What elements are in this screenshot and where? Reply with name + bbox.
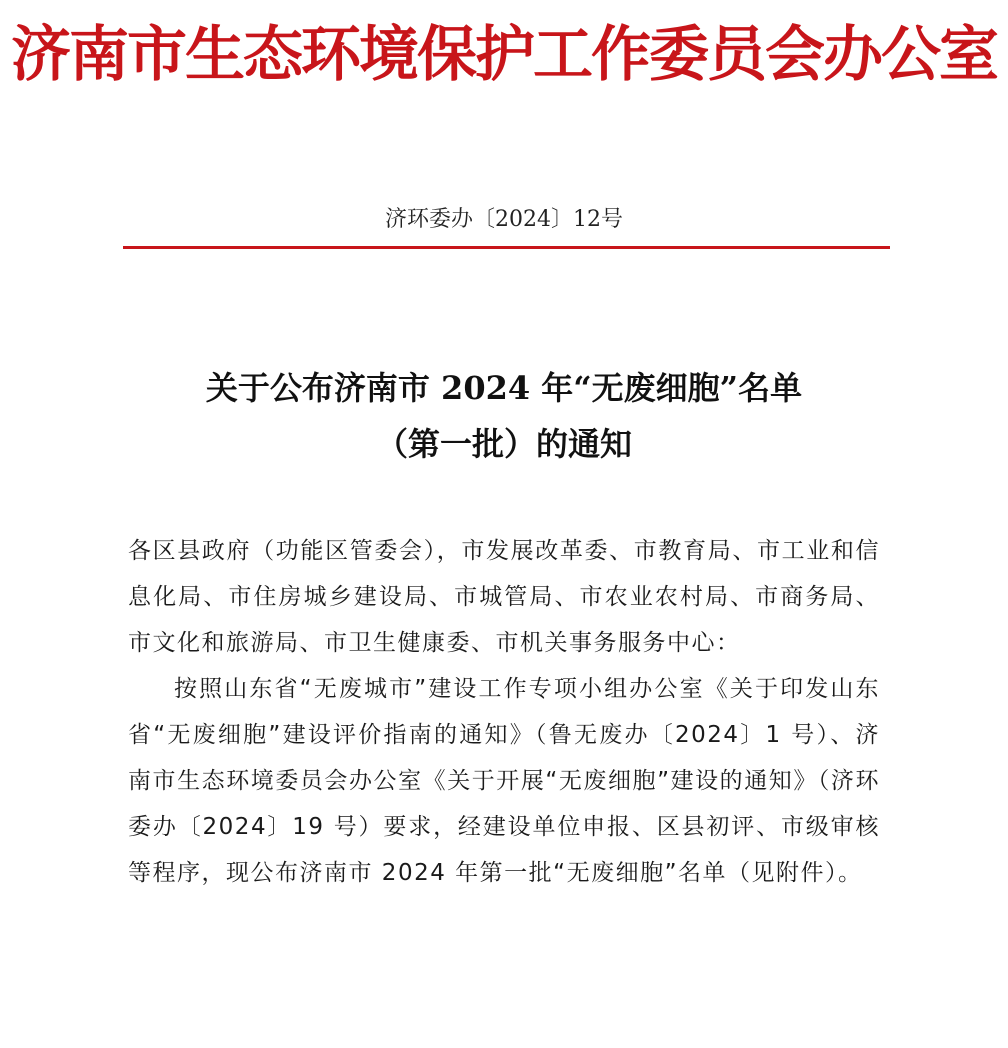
salutation-paragraph: 各区县政府（功能区管委会），市发展改革委、市教育局、市工业和信息化局、市住房城乡建设局、市城管局、市农业农村局、市商务局、市文化和旅游局、市卫生健康委、市机关事务服务中心： [128,538,880,656]
document-title [0,360,1008,472]
title-line-1: 关于公布济南市 2024 年“无废细胞”名单 [205,369,803,407]
body-paragraph-1: 按照山东省“无废城市”建设工作专项小组办公室《关于印发山东省“无废细胞”建设评价指南的通知》（鲁无废办〔2024〕1 号）、济南市生态环境委员会办公室《关于开展“无废细胞”建设的通知》（济环委办〔2024〕19 号）要求，经建设单位申报、区县初评、市级审核等程序，现公布济南市 2024 年第一批“无废细胞”名单（见附件）。 [128,676,880,886]
document-body [128,528,880,896]
title-line-2: （第一批）的通知 [375,425,632,463]
document-number: 济环委办〔2024〕12号 [385,207,623,232]
issuing-organization-header: 济南市生态环境保护工作委员会办公室 [11,20,997,90]
red-divider-line [123,246,890,249]
